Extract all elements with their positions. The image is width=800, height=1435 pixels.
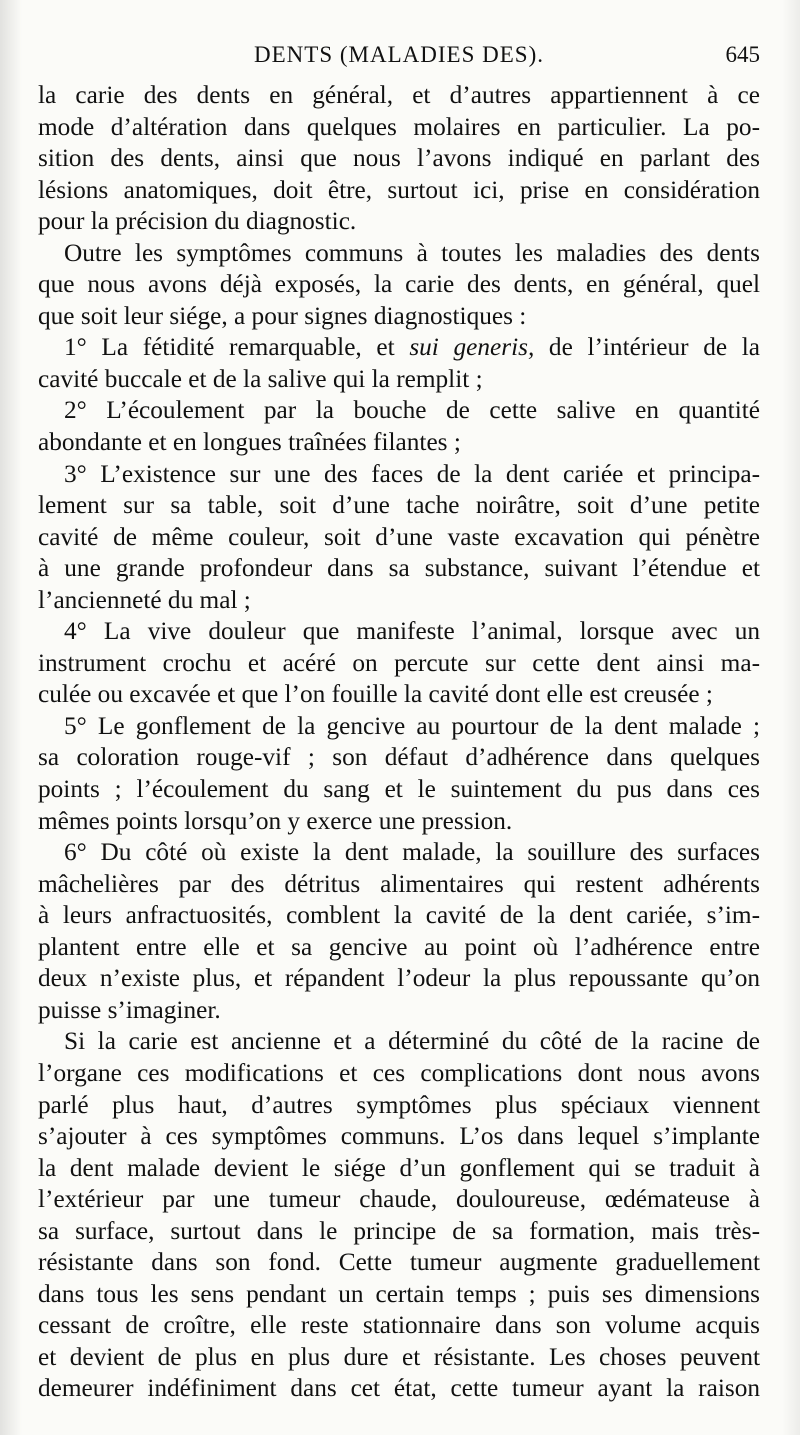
text-line: 6° Du côté où existe la dent malade, la souillure des surfaces (64, 838, 760, 867)
text-line: résistante dans son fond. Cette tumeur augmente graduellement (38, 1248, 760, 1277)
text-line: à leurs anfractuosités, comblent la cavité de la dent cariée, s’im- (38, 901, 760, 930)
text-line: 4° La vive douleur que manifeste l’animal, lorsque avec un (64, 617, 760, 646)
text-block (38, 80, 760, 1405)
page-number: 645 (725, 42, 760, 67)
text-line: instrument crochu et acéré on percute sur cette dent ainsi ma- (38, 648, 760, 677)
text-line: sa coloration rouge-vif ; son défaut d’adhérence dans quelques (38, 743, 760, 772)
symptom-1 (38, 332, 760, 395)
text-line: mode d’altération dans quelques molaires en particulier. La po- (38, 112, 760, 141)
paragraph-symptoms-intro (38, 238, 760, 333)
text-line: sition des dents, ainsi que nous l’avons indiqué en parlant des (38, 144, 760, 173)
text-line: dans tous les sens pendant un certain temps ; puis ses dimensions (38, 1279, 760, 1308)
text-line: que soit leur siége, a pour signes diagnostiques : (38, 301, 527, 330)
text-fragment: 1° La fétidité remarquable, et (64, 333, 410, 362)
symptom-2 (38, 395, 760, 458)
italic-phrase: sui generis, (409, 333, 535, 362)
text-line: deux n’existe plus, et répandent l’odeur la plus repoussante qu’on (38, 964, 760, 993)
text-line: lement sur sa table, soit d’une tache noirâtre, soit d’une petite (38, 491, 760, 520)
text-line: puisse s’imaginer. (38, 995, 221, 1024)
text-line: 3° L’existence sur une des faces de la dent cariée et principa- (64, 459, 760, 488)
text-line: que nous avons déjà exposés, la carie des dents, en général, quel (38, 270, 760, 299)
text-line: sa surface, surtout dans le principe de sa formation, mais très- (38, 1216, 760, 1245)
text-line: l’organe ces modifications et ces complications dont nous avons (38, 1058, 760, 1087)
symptom-6 (38, 837, 760, 1026)
text-line: cavité buccale et de la salive qui la remplit ; (38, 364, 483, 393)
text-line: plantent entre elle et sa gencive au point où l’adhérence entre (38, 932, 760, 961)
symptom-4 (38, 616, 760, 711)
text-line: l’ancienneté du mal ; (38, 585, 251, 614)
text-line: cavité de même couleur, soit d’une vaste excavation qui pénètre (38, 522, 760, 551)
text-line: mâchelières par des détritus alimentaires qui restent adhérents (38, 869, 760, 898)
text-line: demeurer indéfiniment dans cet état, cette tumeur ayant la raison (38, 1374, 760, 1403)
running-head (38, 30, 760, 80)
text-line: et devient de plus en plus dure et résistante. Les choses peuvent (38, 1342, 760, 1371)
text-line: pour la précision du diagnostic. (38, 207, 357, 236)
text-line: 5° Le gonflement de la gencive au pourtour de la dent malade ; (64, 711, 760, 740)
text-line: s’ajouter à ces symptômes communs. L’os dans lequel s’implante (38, 1122, 760, 1151)
text-fragment: de l’intérieur de la (534, 333, 761, 362)
paragraph-continued (38, 80, 760, 238)
paragraph-advanced-caries (38, 1026, 760, 1405)
text-line: cessant de croître, elle reste stationnaire dans son volume acquis (38, 1311, 760, 1340)
text-line: points ; l’écoulement du sang et le suintement du pus dans ces (38, 775, 760, 804)
symptom-3 (38, 459, 760, 617)
text-line: parlé plus haut, d’autres symptômes plus spéciaux viennent (38, 1090, 760, 1119)
text-line: abondante et en longues traînées filantes ; (38, 428, 461, 457)
text-line: la carie des dents en général, et d’autres appartiennent à ce (38, 81, 760, 109)
text-line: l’extérieur par une tumeur chaude, douloureuse, œdémateuse à (38, 1185, 760, 1214)
text-line: 2° L’écoulement par la bouche de cette salive en quantité (64, 396, 760, 425)
text-line: la dent malade devient le siége d’un gonflement qui se traduit à (38, 1153, 760, 1182)
text-line: mêmes points lorsqu’on y exerce une pression. (38, 806, 513, 835)
text-line: Si la carie est ancienne et a déterminé du côté de la racine de (64, 1027, 760, 1056)
running-title: DENTS (MALADIES DES). (254, 42, 544, 67)
text-line: culée ou excavée et que l’on fouille la cavité dont elle est creusée ; (38, 680, 713, 709)
text-line: à une grande profondeur dans sa substance, suivant l’étendue et (38, 554, 760, 583)
symptom-5 (38, 711, 760, 837)
text-line: Outre les symptômes communs à toutes les maladies des dents (64, 238, 760, 267)
text-line: lésions anatomiques, doit être, surtout ici, prise en considération (38, 175, 760, 204)
text-line (38, 332, 760, 364)
